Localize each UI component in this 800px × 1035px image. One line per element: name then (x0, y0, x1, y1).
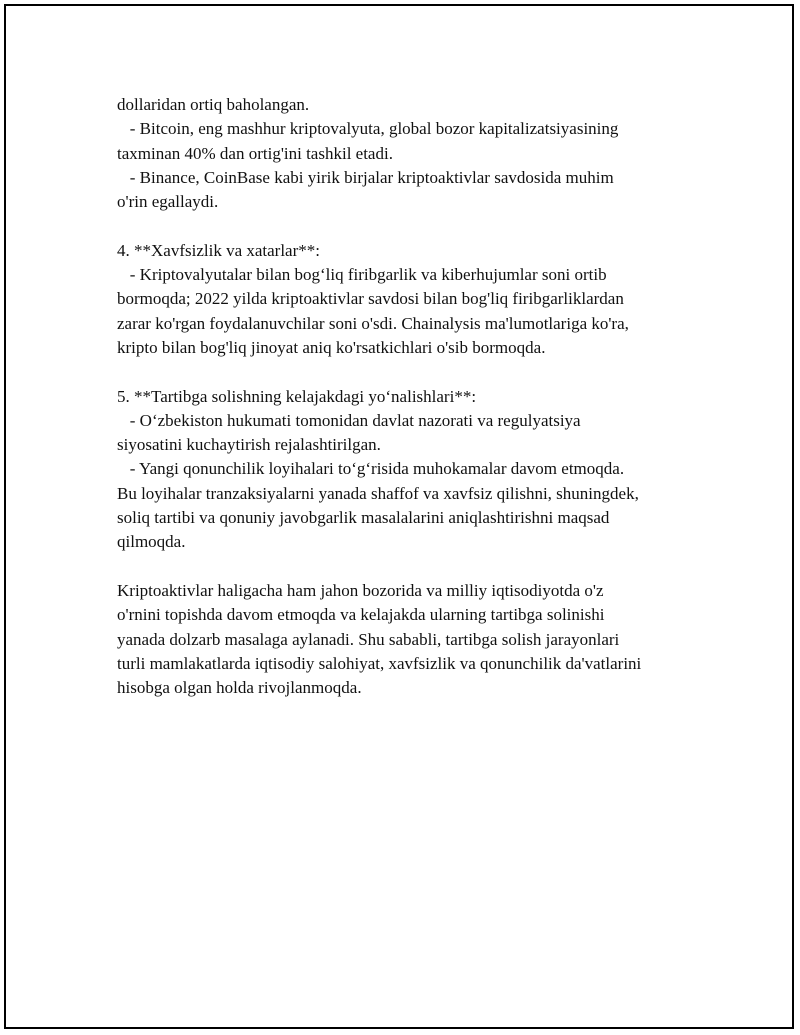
section-heading: 4. **Xavfsizlik va xatarlar**: (117, 240, 320, 260)
text-line: yanada dolzarb masalaga aylanadi. Shu sababli, tartibga solish jarayonlari (117, 629, 620, 649)
text-line: kripto bilan bog'liq jinoyat aniq ko'rsatkichlari o'sib bormoqda. (117, 337, 546, 357)
text-line: - Binance, CoinBase kabi yirik birjalar kriptoaktivlar savdosida muhim (117, 167, 614, 187)
text-line: qilmoqda. (117, 532, 186, 552)
text-line: - Kriptovalyutalar bilan bog‘liq firibgarlik va kiberhujumlar soni ortib (117, 265, 607, 285)
text-line: bormoqda; 2022 yilda kriptoaktivlar savdosi bilan bog'liq firibgarliklardan (117, 289, 624, 309)
text-line: Bu loyihalar tranzaksiyalarni yanada shaffof va xavfsiz qilishni, shuningdek, (117, 483, 639, 503)
paragraph-gap (117, 360, 697, 384)
text-line: Kriptoaktivlar haligacha ham jahon bozorida va milliy iqtisodiyotda o'z (117, 580, 604, 600)
text-line: - Yangi qonunchilik loyihalari to‘g‘risida muhokamalar davom etmoqda. (117, 459, 625, 479)
text-line: dollaridan ortiq baholangan. (117, 95, 310, 114)
text-line: zarar ko'rgan foydalanuvchilar soni o'sdi. Chainalysis ma'lumotlariga ko'ra, (117, 313, 629, 333)
text-line: - Bitcoin, eng mashhur kriptovalyuta, global bozor kapitalizatsiyasining (117, 119, 619, 139)
text-line: siyosatini kuchaytirish rejalashtirilgan. (117, 435, 381, 455)
text-line: soliq tartibi va qonuniy javobgarlik masalalarini aniqlashtirishni maqsad (117, 508, 610, 528)
text-line: - O‘zbekiston hukumati tomonidan davlat nazorati va regulyatsiya (117, 410, 581, 430)
document-body (117, 93, 697, 700)
text-line: hisobga olgan holda rivojlanmoqda. (117, 678, 362, 698)
text-line: o'rin egallaydi. (117, 192, 219, 212)
text-line: o'rnini topishda davom etmoqda va kelajakda ularning tartibga solinishi (117, 605, 605, 625)
text-line: taxminan 40% dan ortig'ini tashkil etadi. (117, 143, 393, 163)
section-heading: 5. **Tartibga solishning kelajakdagi yo‘nalishlari**: (117, 386, 477, 406)
paragraph-gap (117, 555, 697, 579)
text-line: turli mamlakatlarda iqtisodiy salohiyat, xavfsizlik va qonunchilik da'vatlarini (117, 653, 642, 673)
paragraph-gap (117, 214, 697, 238)
